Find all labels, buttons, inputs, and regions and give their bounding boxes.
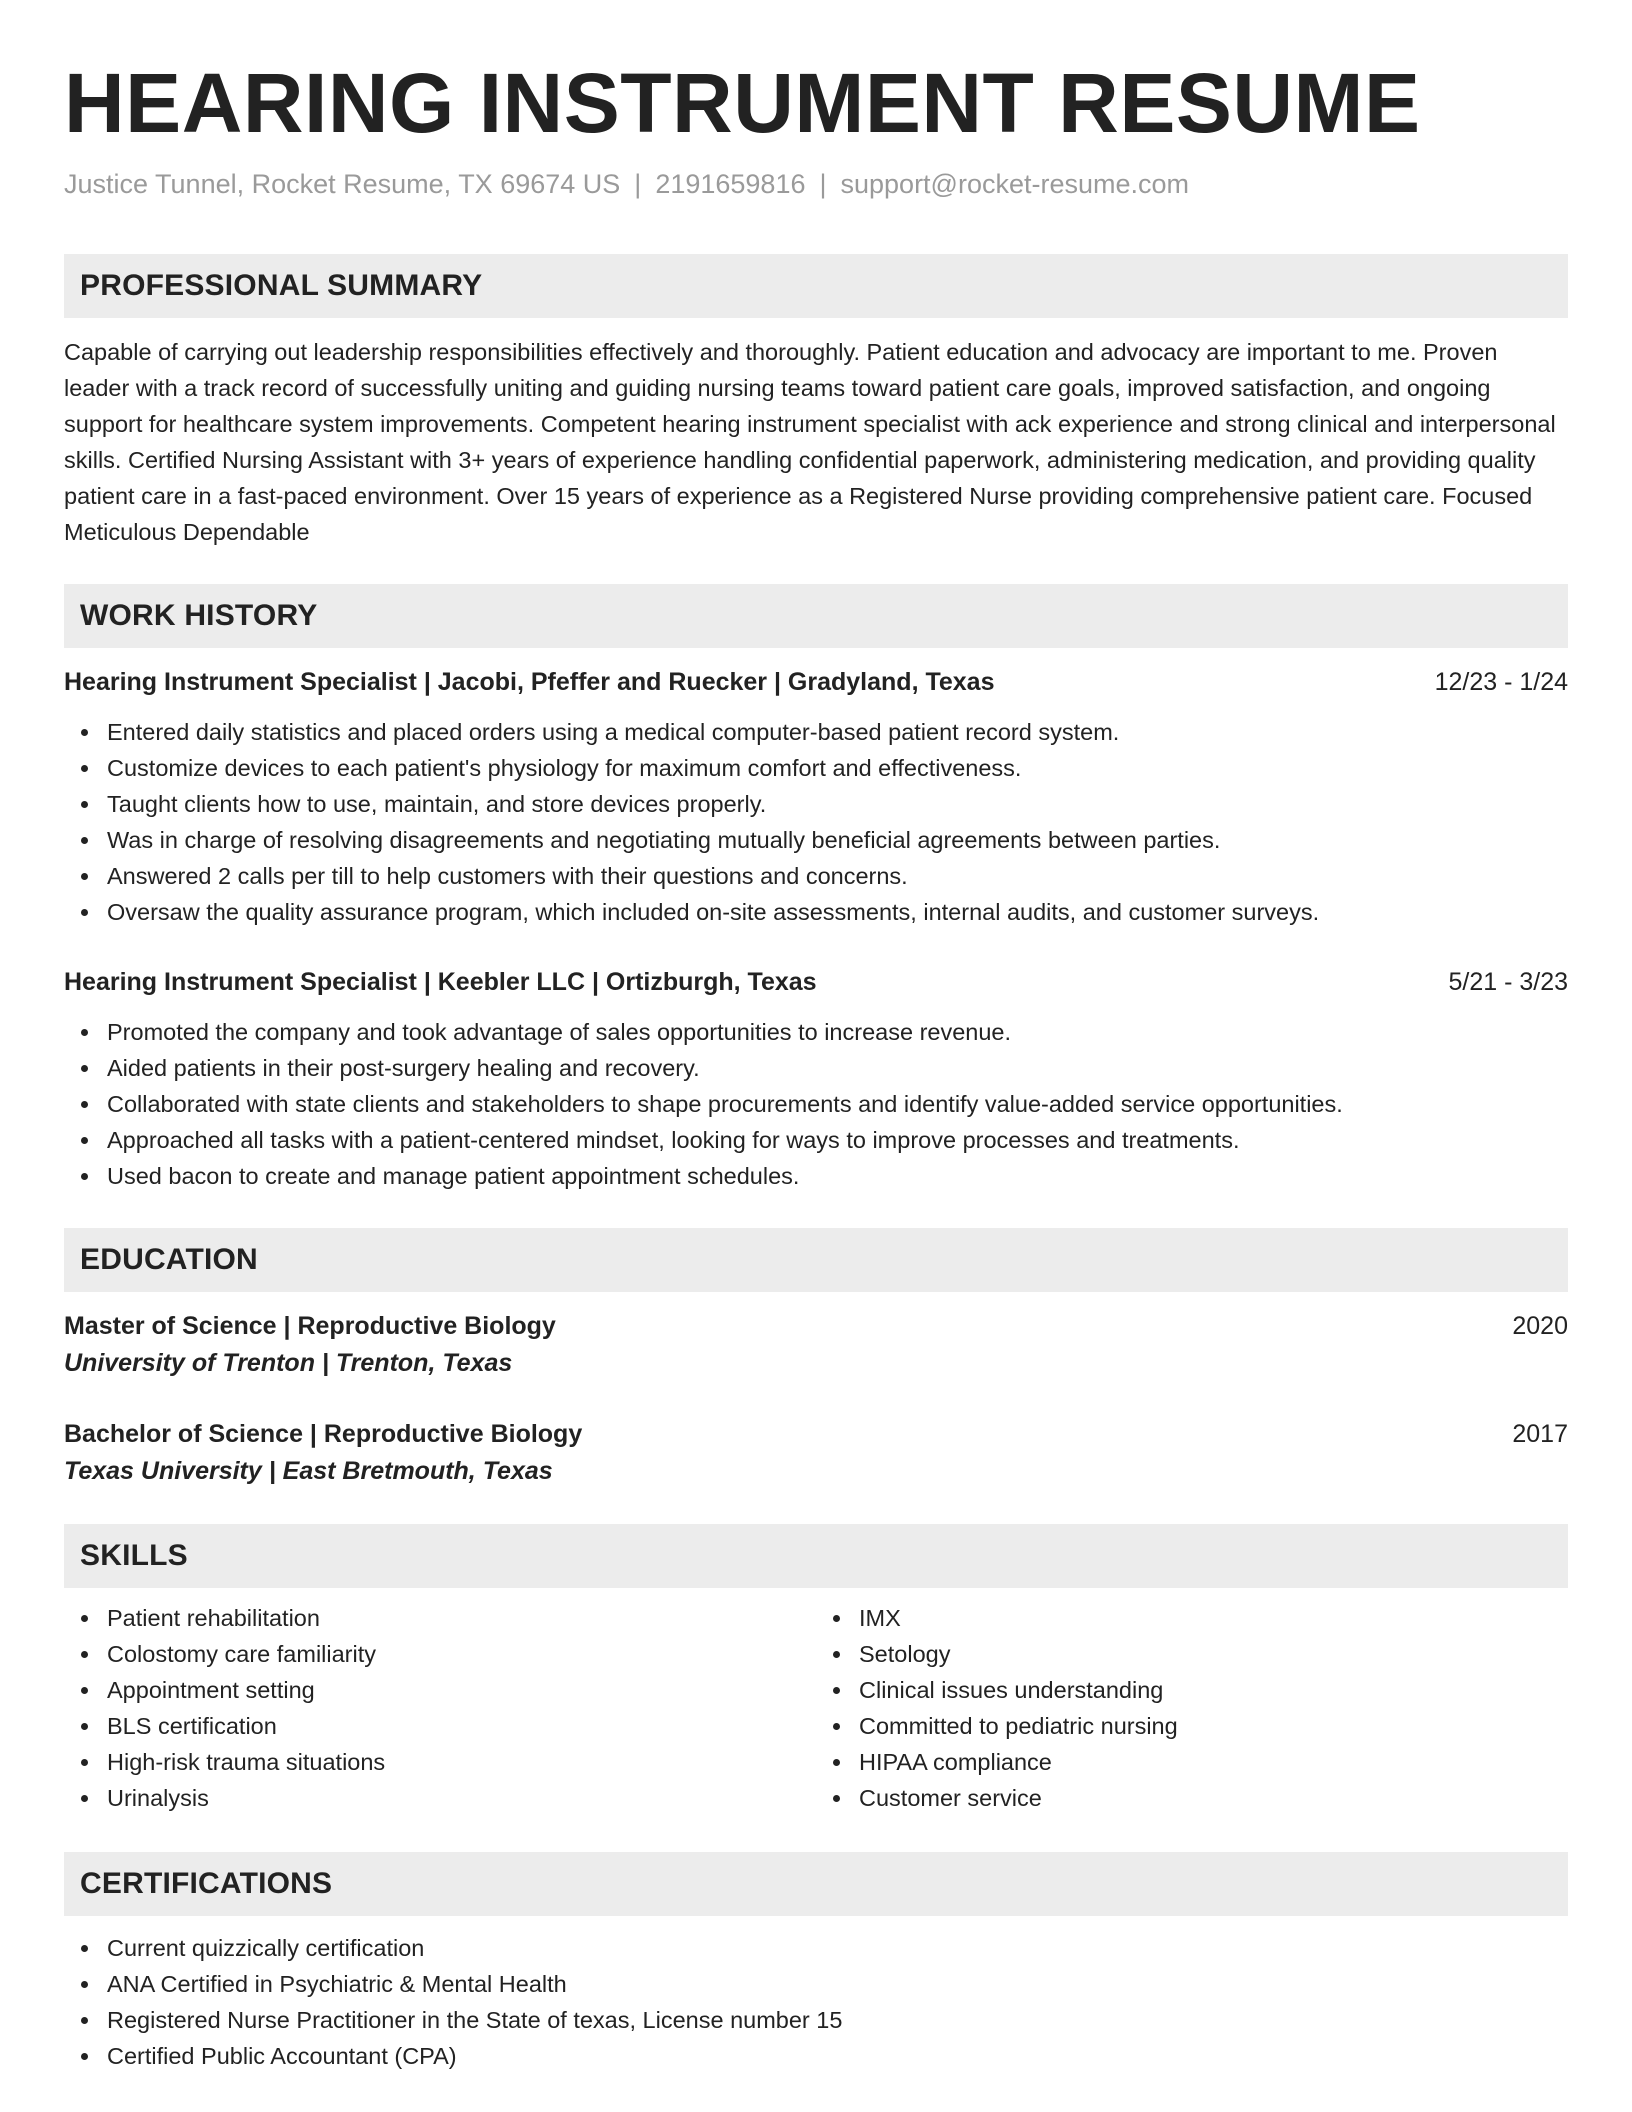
summary-text: Capable of carrying out leadership responsibilities effectively and thoroughly. Patient education and advocacy are important to me. Proven leader with a track record of successfully uniting and guiding nursing teams toward patient care goals, improved satisfaction, and ongoing support for healthcare system improvements. Competent hearing instrument specialist with ack experience and strong clinical and interpersonal skills. Certified Nursing Assistant with 3+ years of experience handling confidential paperwork, administering medication, and providing quality patient care in a fast-paced environment. Over 15 years of experience as a Registered Nurse providing comprehensive patient care. Focused Meticulous Dependable — [64, 339, 1556, 545]
education-degree: Master of Science | Reproductive Biology — [64, 1312, 556, 1340]
list-item: Promoted the company and took advantage of sales opportunities to increase revenue. — [64, 1014, 1568, 1050]
list-item: BLS certification — [64, 1708, 816, 1744]
job-entry — [64, 664, 1568, 930]
list-item: Certified Public Accountant (CPA) — [64, 2038, 1568, 2074]
list-item: Clinical issues understanding — [816, 1672, 1568, 1708]
section-header-work-history: WORK HISTORY — [64, 584, 1568, 648]
education-entry — [64, 1416, 1568, 1490]
education-header — [64, 1308, 1568, 1344]
job-header — [64, 664, 1568, 700]
list-item: High-risk trauma situations — [64, 1744, 816, 1780]
list-item: Was in charge of resolving disagreements and negotiating mutually beneficial agreements between parties. — [64, 822, 1568, 858]
list-item: Aided patients in their post-surgery healing and recovery. — [64, 1050, 1568, 1086]
list-item: Patient rehabilitation — [64, 1600, 816, 1636]
list-item: Appointment setting — [64, 1672, 816, 1708]
list-item: Answered 2 calls per till to help customers with their questions and concerns. — [64, 858, 1568, 894]
contact-separator: | — [634, 169, 642, 199]
education-entry — [64, 1308, 1568, 1382]
section-header-certifications: CERTIFICATIONS — [64, 1852, 1568, 1916]
job-bullets — [64, 714, 1568, 930]
education-year: 2017 — [1512, 1420, 1568, 1448]
job-header — [64, 964, 1568, 1000]
section-header-education: EDUCATION — [64, 1228, 1568, 1292]
skills-grid — [64, 1600, 1568, 1816]
list-item: Oversaw the quality assurance program, which included on-site assessments, internal audits, and customer surveys. — [64, 894, 1568, 930]
contact-email: support@rocket-resume.com — [840, 169, 1190, 199]
list-item: Used bacon to create and manage patient appointment schedules. — [64, 1158, 1568, 1194]
list-item: IMX — [816, 1600, 1568, 1636]
contact-phone: 2191659816 — [655, 169, 806, 199]
job-title: Hearing Instrument Specialist | Jacobi, Pfeffer and Ruecker | Gradyland, Texas — [64, 668, 995, 696]
list-item: Taught clients how to use, maintain, and store devices properly. — [64, 786, 1568, 822]
skills-column-right — [816, 1600, 1568, 1816]
list-item: Current quizzically certification — [64, 1930, 1568, 1966]
list-item: Customer service — [816, 1780, 1568, 1816]
contact-separator: | — [819, 169, 827, 199]
education-school: University of Trenton | Trenton, Texas — [64, 1349, 513, 1377]
list-item: Entered daily statistics and placed orders using a medical computer-based patient record system. — [64, 714, 1568, 750]
job-dates: 12/23 - 1/24 — [1434, 668, 1568, 696]
list-item: Collaborated with state clients and stakeholders to shape procurements and identify value-added service opportunities. — [64, 1086, 1568, 1122]
section-header-skills: SKILLS — [64, 1524, 1568, 1588]
section-header-summary: PROFESSIONAL SUMMARY — [64, 254, 1568, 318]
job-entry — [64, 964, 1568, 1194]
skills-column-left — [64, 1600, 816, 1816]
job-dates: 5/21 - 3/23 — [1448, 968, 1568, 996]
list-item: Approached all tasks with a patient-centered mindset, looking for ways to improve processes and treatments. — [64, 1122, 1568, 1158]
certifications-list — [64, 1930, 1568, 2074]
education-year: 2020 — [1512, 1312, 1568, 1340]
job-bullets — [64, 1014, 1568, 1194]
education-school: Texas University | East Bretmouth, Texas — [64, 1457, 553, 1485]
list-item: Committed to pediatric nursing — [816, 1708, 1568, 1744]
list-item: Urinalysis — [64, 1780, 816, 1816]
education-degree: Bachelor of Science | Reproductive Biology — [64, 1420, 583, 1448]
list-item: ANA Certified in Psychiatric & Mental Health — [64, 1966, 1568, 2002]
education-header — [64, 1416, 1568, 1452]
list-item: HIPAA compliance — [816, 1744, 1568, 1780]
list-item: Customize devices to each patient's physiology for maximum comfort and effectiveness. — [64, 750, 1568, 786]
contact-line — [64, 166, 1568, 202]
list-item: Registered Nurse Practitioner in the State of texas, License number 15 — [64, 2002, 1568, 2038]
list-item: Colostomy care familiarity — [64, 1636, 816, 1672]
list-item: Setology — [816, 1636, 1568, 1672]
resume-title: HEARING INSTRUMENT RESUME — [64, 56, 1421, 150]
job-title: Hearing Instrument Specialist | Keebler LLC | Ortizburgh, Texas — [64, 968, 817, 996]
contact-address: Justice Tunnel, Rocket Resume, TX 69674 US — [64, 169, 621, 199]
